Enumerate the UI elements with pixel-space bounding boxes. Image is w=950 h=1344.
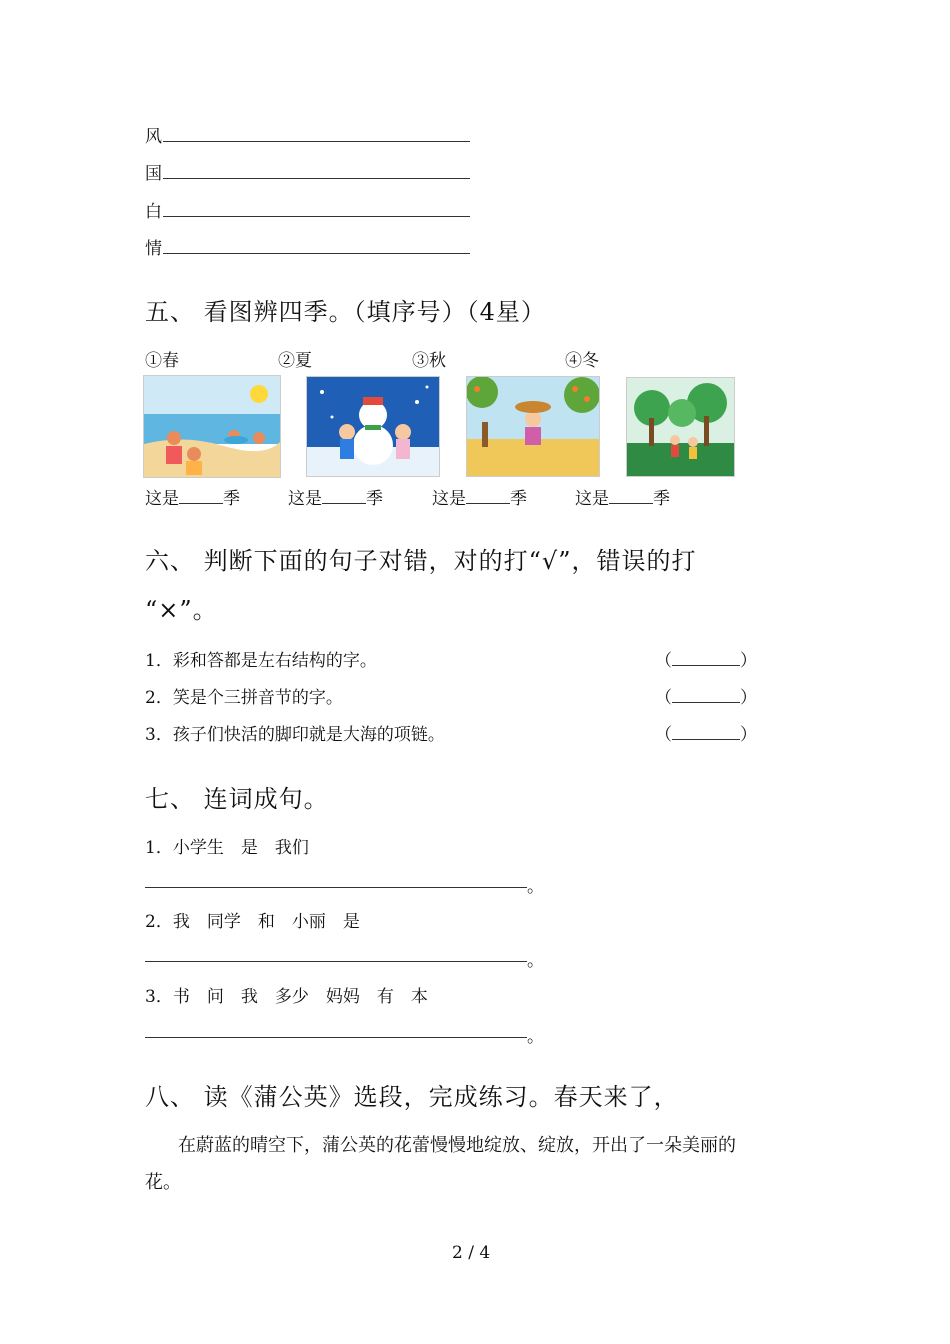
caption-suffix: 季	[510, 489, 527, 509]
passage-line: 在蔚蓝的晴空下，蒲公英的花蕾慢慢地绽放、绽放，开出了一朵美丽的	[178, 1135, 736, 1156]
sentence-answer-line[interactable]	[145, 887, 527, 888]
sentence-words: 3．书 问 我 多少 妈妈 有 本	[145, 987, 428, 1007]
season-answer-blank[interactable]	[322, 489, 366, 504]
season-option: ②夏	[278, 351, 312, 371]
paren-close: ）	[740, 725, 757, 745]
judge-answer-paren[interactable]	[655, 646, 757, 671]
word-char: 风	[145, 127, 162, 147]
caption-prefix: 这是	[288, 489, 322, 509]
answer-line[interactable]	[163, 141, 470, 142]
season-caption	[145, 484, 240, 509]
caption-suffix: 季	[223, 489, 240, 509]
paren-close: ）	[740, 651, 757, 671]
season-caption	[288, 484, 383, 509]
season-answer-blank[interactable]	[179, 489, 223, 504]
winter-snowman-image	[306, 376, 440, 477]
paren-close: ）	[740, 688, 757, 708]
season-caption	[432, 484, 527, 509]
spring-park-image	[626, 377, 735, 477]
end-mark: 。	[527, 1027, 544, 1047]
judge-answer-paren[interactable]	[655, 683, 757, 708]
season-answer-blank[interactable]	[466, 489, 510, 504]
section6-title-line2: “×”。	[145, 596, 218, 624]
answer-line[interactable]	[163, 216, 470, 217]
summer-beach-image	[143, 375, 281, 478]
caption-prefix: 这是	[432, 489, 466, 509]
section5-title: 五、 看图辨四季。（填序号）（4星）	[145, 298, 546, 326]
season-option: ①春	[145, 351, 179, 371]
caption-prefix: 这是	[575, 489, 609, 509]
section6-title-line1: 六、 判断下面的句子对错，对的打“√”，错误的打	[145, 547, 697, 575]
season-option: ④冬	[565, 351, 599, 371]
sentence-words: 2．我 同学 和 小丽 是	[145, 912, 360, 932]
section8-title: 八、 读《蒲公英》选段，完成练习。春天来了，	[145, 1083, 679, 1111]
end-mark: 。	[527, 951, 544, 971]
sentence-answer-line[interactable]	[145, 1037, 527, 1038]
paren-open: （	[655, 725, 672, 745]
section7-title: 七、 连词成句。	[145, 785, 329, 813]
paren-open: （	[655, 651, 672, 671]
page-number: 2 / 4	[452, 1243, 491, 1263]
word-char: 白	[145, 202, 162, 222]
word-char: 国	[145, 164, 162, 184]
caption-prefix: 这是	[145, 489, 179, 509]
passage-line: 花。	[145, 1172, 181, 1193]
judge-answer-blank[interactable]	[672, 651, 740, 666]
judge-item: 1．彩和答都是左右结构的字。	[145, 651, 377, 671]
season-option: ③秋	[412, 351, 446, 371]
judge-answer-blank[interactable]	[672, 688, 740, 703]
judge-item: 2．笑是个三拼音节的字。	[145, 688, 343, 708]
autumn-harvest-image	[466, 376, 600, 477]
season-answer-blank[interactable]	[609, 489, 653, 504]
judge-answer-blank[interactable]	[672, 725, 740, 740]
answer-line[interactable]	[163, 178, 470, 179]
judge-answer-paren[interactable]	[655, 720, 757, 745]
sentence-words: 1．小学生 是 我们	[145, 838, 309, 858]
sentence-answer-line[interactable]	[145, 961, 527, 962]
word-char: 情	[145, 239, 162, 259]
caption-suffix: 季	[366, 489, 383, 509]
caption-suffix: 季	[653, 489, 670, 509]
judge-item: 3．孩子们快活的脚印就是大海的项链。	[145, 725, 445, 745]
answer-line[interactable]	[163, 253, 470, 254]
paren-open: （	[655, 688, 672, 708]
end-mark: 。	[527, 877, 544, 897]
season-caption	[575, 484, 670, 509]
